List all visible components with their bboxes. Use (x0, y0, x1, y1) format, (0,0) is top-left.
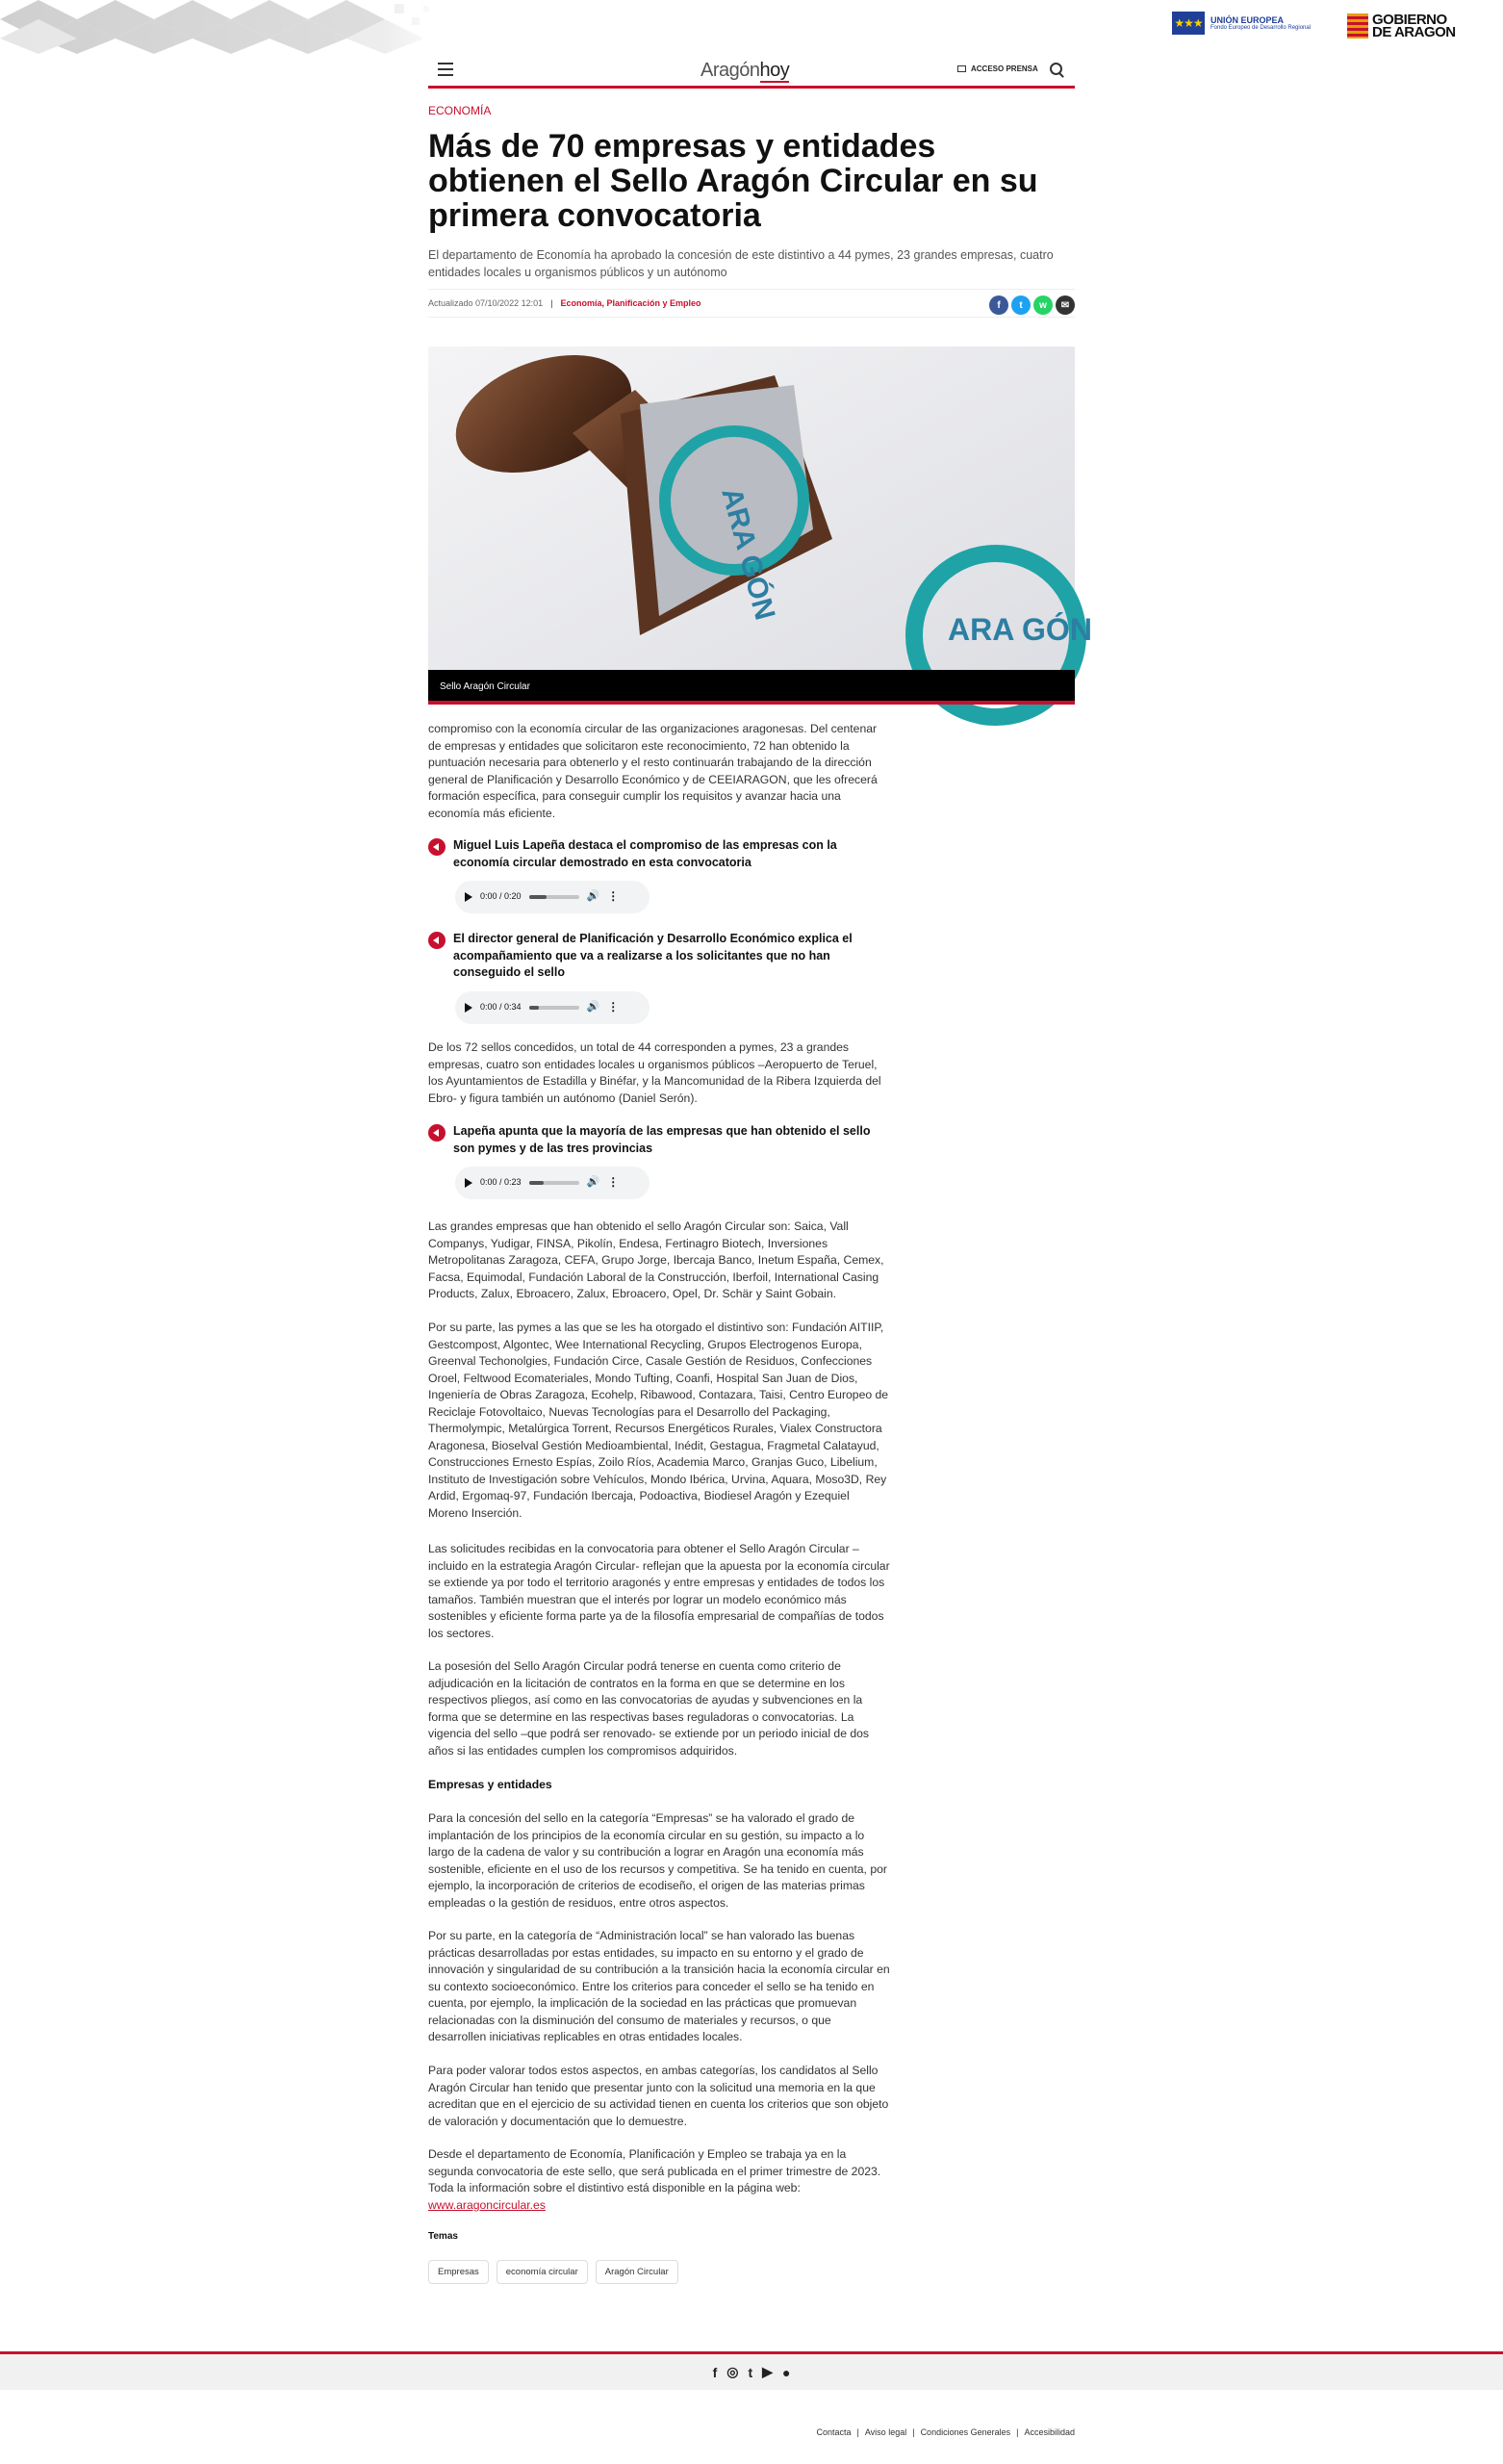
section-subheading: Empresas y entidades (428, 1778, 552, 1791)
paragraph: De los 72 sellos concedidos, un total de 44 corresponden a pymes, 23 a grandes empresas, cuatro son entidades locales u organismos públicos –Aeropuerto de Teruel, los Ayuntamientos de Estadilla y Binéfar, y la Mancomunidad de la Ribera Izquierda del Ebro- y figura también un autónomo (Daniel Serón). (428, 1040, 881, 1105)
more-options-icon[interactable]: ⋮ (607, 1175, 620, 1190)
press-card-icon (957, 65, 966, 72)
paragraph: Para la concesión del sello en la categoría “Empresas” se ha valorado el grado de implantación de los principios de la economía circular en su gestión, su impacto a lo largo de la cadena de valor y su contribución a lograr en Aragón una economía más sostenible, eficiente en el uso de los recursos y competitiva. Se ha tenido en cuenta, por ejemplo, la incorporación de criterios de ecodiseño, el origen de las materias primas empleadas o la gestión de residuos, entre otros aspectos. (428, 1811, 887, 1910)
topic-tag[interactable]: economía circular (497, 2260, 588, 2284)
eu-logo-subtitle: Fondo Europeo de Desarrollo Regional (1210, 25, 1312, 31)
audio-time: 0:00 / 0:23 (480, 1177, 522, 1188)
paragraph: Por su parte, las pymes a las que se les ha otorgado el distintivo son: Fundación AITIIP, Gestcompost, Algontec, Wee International Recycling, Grupos Electrogenos Europa, Greenval Techonolgies, Fundación Circe, Casale Gestión de Residuos, Confecciones Oroel, Feltwood Ecomateriales, Mondo Tufting, Coanfi, Hospital San Juan de Dios, Ingeniería de Obras Zaragoza, Ecohelp, Ribawood, Contazara, Taisi, Centro Europeo de Reciclaje Fotovoltaico, Nuevas Tecnologías para el Desarrollo del Packaging, Thermolympic, Metalúrgica Torrent, Recursos Energéticos Rurales, Vialex Constructora Aragonesa, Bioselval Gestión Medioambiental, Inédit, Gestagua, Fragmetal Calatayud, Construcciones Ernesto Espías, Zoilo Ríos, Academia Marco, Granjas Guco, Libelium, Instituto de Investigación sobre Vehículos, Mondo Ibérica, Urvina, Aquara, Moso3D, Rey Ardid, Ergomaq-97, Fundación Ibercaja, Podoactiva, Biodiesel Aragón y Ezequiel Moreno Inserción. (428, 1321, 889, 1520)
more-options-icon[interactable]: ⋮ (607, 889, 620, 904)
volume-icon[interactable]: 🔊 (586, 1000, 600, 1013)
topic-tag[interactable]: Empresas (428, 2260, 489, 2284)
stamp-photo (428, 346, 1092, 705)
stamp-text-top: ARA GÓN (715, 484, 781, 624)
footer-links (816, 2427, 1075, 2437)
audio-time: 0:00 / 0:34 (480, 1001, 522, 1012)
article-title: Más de 70 empresas y entidades obtienen el Sello Aragón Circular en su primera convocatoria (428, 128, 1038, 234)
audio-title: El director general de Planificación y Desarrollo Económico explica el acompañamiento que va a realizarse a los solicitantes que no han conseguido el sello (453, 932, 853, 979)
paragraph: Por su parte, en la categoría de “Administración local” se han valorado las buenas prácticas desarrolladas por estas entidades, su impacto en su entorno y el grado de innovación y singularidad de su contribución a la transición hacia la economía circular en su contexto socioeconómico. Entre los criterios para conceder el sello se ha tenido en cuenta, por ejemplo, la implicación de la sociedad en las prácticas que promuevan relacionadas con la disminución del consumo de materiales y recursos, o que desarrollen iniciativas replicables en otras entidades locales. (428, 1929, 890, 2043)
gov-logo-line1: GOBIERNO (1372, 12, 1447, 28)
aragoncircular-link[interactable]: www.aragoncircular.es (428, 2197, 546, 2212)
footer-social-bar (0, 2351, 1503, 2390)
play-icon[interactable] (465, 892, 472, 902)
meta-separator: | (550, 298, 553, 308)
article-image (428, 346, 1092, 705)
instagram-icon[interactable]: ◎ (726, 2364, 739, 2379)
share-buttons (989, 295, 1075, 315)
header-pattern (0, 0, 452, 54)
audio-title: Lapeña apunta que la mayoría de las empresas que han obtenido el sello son pymes y de las tres provincias (453, 1124, 871, 1155)
audio-title: Miguel Luis Lapeña destaca el compromiso de las empresas con la economía circular demostrado en esta convocatoria (453, 838, 837, 869)
paragraph: La posesión del Sello Aragón Circular podrá tenerse en cuenta como criterio de adjudicación en la licitación de contratos en la forma en que se determine en los respectivos pliegos, así como en las convocatorias de ayudas y subvenciones en la forma que se determine en las respectivas bases reguladoras o convocatorias. La vigencia del sello –que podrá ser renovado- se extiende por un periodo inicial de dos años si las entidades cumplen los compromisos adquiridos. (428, 1659, 870, 1758)
more-options-icon[interactable]: ⋮ (607, 999, 620, 1014)
menu-icon[interactable] (438, 63, 453, 76)
footer-link-separator: | (1016, 2427, 1019, 2437)
youtube-icon[interactable]: ▶ (762, 2364, 773, 2379)
flickr-icon[interactable]: ● (781, 2364, 791, 2380)
audio-player[interactable] (455, 1167, 650, 1199)
footer-link-separator: | (912, 2427, 915, 2437)
topic-tags (428, 2260, 678, 2284)
press-access-label: ACCESO PRENSA (971, 64, 1038, 73)
article-category[interactable]: ECONOMÍA (428, 104, 492, 117)
stamp-text-ring: ARA GÓN (948, 612, 1092, 647)
topic-tag[interactable]: Aragón Circular (596, 2260, 678, 2284)
site-logo[interactable] (701, 60, 789, 82)
gobierno-aragon-logo[interactable] (1347, 13, 1456, 38)
audio-player[interactable] (455, 991, 650, 1024)
email-icon[interactable]: ✉ (1056, 295, 1075, 315)
topics-label: Temas (428, 2231, 458, 2242)
logo-text-hoy: hoy (759, 60, 790, 81)
top-strip (0, 0, 1503, 54)
paragraph: Las grandes empresas que han obtenido el sello Aragón Circular son: Saica, Vall Companys, Yudigar, FINSA, Pikolín, Endesa, Fertinagro Biotech, Inversiones Metropolitanas Zaragoza, CEFA, Grupo Jorge, Ibercaja Banco, Inetum España, Cemex, Facsa, Equimodal, Fundación Laboral de la Construcción, Iberfoil, International Casing Products, Zalux, Ebroacero, Zalux, Ebroacero, Opel, Dr. Schär y Saint Gobain. (428, 1219, 884, 1300)
audio-item (428, 837, 890, 913)
article-meta (428, 289, 1075, 318)
footer-link-separator: | (856, 2427, 859, 2437)
main-navbar (428, 54, 1075, 89)
article-section-link[interactable]: Economía, Planificación y Empleo (560, 298, 701, 308)
image-caption: Sello Aragón Circular (428, 670, 1075, 705)
play-icon[interactable] (465, 1178, 472, 1188)
facebook-icon[interactable]: f (712, 2364, 718, 2380)
twitter-icon[interactable]: t (1011, 295, 1031, 315)
footer-link[interactable]: Contacta (816, 2427, 852, 2437)
paragraph-text: Desde el departamento de Economía, Planificación y Empleo se trabaja ya en la segunda convocatoria de este sello, que será publicada en el primer trimestre de 2023. Toda la información sobre el distintivo está disponible en la página web: (428, 2147, 881, 2194)
paragraph: Las solicitudes recibidas en la convocatoria para obtener el Sello Aragón Circular –incluido en la estrategia Aragón Circular- reflejan que la apuesta por la economía circular se extiende ya por todo el territorio aragonés y entre empresas y entidades de todos los tamaños. También muestran que el interés por lograr un modelo económico más sostenibles y eficiente forma parte ya de la filosofía empresarial de compañías de todos los sectores. (428, 1542, 890, 1640)
play-icon[interactable] (465, 1003, 472, 1013)
press-access-link[interactable] (957, 64, 1038, 73)
audio-speaker-icon (428, 932, 446, 949)
audio-time: 0:00 / 0:20 (480, 891, 522, 902)
audio-progress-bar[interactable] (529, 1181, 579, 1185)
aragon-flag-icon (1347, 13, 1368, 38)
footer-link[interactable]: Aviso legal (864, 2427, 907, 2437)
audio-speaker-icon (428, 1124, 446, 1142)
search-icon[interactable] (1050, 63, 1062, 75)
paragraph: compromiso con la economía circular de las organizaciones aragonesas. Del centenar de empresas y entidades que solicitaron este reconocimiento, 72 han obtenido la puntuación necesaria para obtenerlo y el resto continuarán trabajando de la dirección general de Planificación y Desarrollo Económico y de CEEIARAGON, que les ofrecerá formación específica, para conseguir cumplir los requisitos y avanzar hacia una economía más eficiente. (428, 722, 878, 820)
paragraph-with-link (428, 2146, 890, 2214)
footer-link[interactable]: Condiciones Generales (920, 2427, 1011, 2437)
footer-link[interactable]: Accesibilidad (1024, 2427, 1075, 2437)
paragraph: Para poder valorar todos estos aspectos, en ambas categorías, los candidatos al Sello Aragón Circular han tenido que presentar junto con la solicitud una memoria en la que acreditan que en el ejercicio de su actividad tienen en cuenta los criterios que son objeto de valoración y documentación que lo demuestre. (428, 2064, 889, 2128)
gov-logo-line2: DE ARAGON (1372, 24, 1456, 40)
facebook-icon[interactable]: f (989, 295, 1008, 315)
eu-logo[interactable] (1172, 12, 1311, 35)
eu-logo-title: UNIÓN EUROPEA (1210, 15, 1285, 25)
logo-text-aragon: Aragón (701, 60, 760, 81)
twitter-icon[interactable]: t (748, 2364, 753, 2380)
audio-item (428, 1123, 890, 1199)
whatsapp-icon[interactable]: w (1033, 295, 1053, 315)
audio-speaker-icon (428, 838, 446, 856)
eu-flag-icon: ★★★ (1172, 12, 1205, 35)
audio-progress-bar[interactable] (529, 1006, 579, 1010)
volume-icon[interactable]: 🔊 (586, 1176, 600, 1189)
volume-icon[interactable]: 🔊 (586, 890, 600, 903)
audio-progress-bar[interactable] (529, 895, 579, 899)
audio-item (428, 931, 890, 1024)
article-subtitle: El departamento de Economía ha aprobado la concesión de este distintivo a 44 pymes, 23 grandes empresas, cuatro entidades locales u organismos públicos y un autónomo (428, 248, 1054, 279)
updated-date: Actualizado 07/10/2022 12:01 (428, 298, 544, 308)
audio-player[interactable] (455, 881, 650, 913)
